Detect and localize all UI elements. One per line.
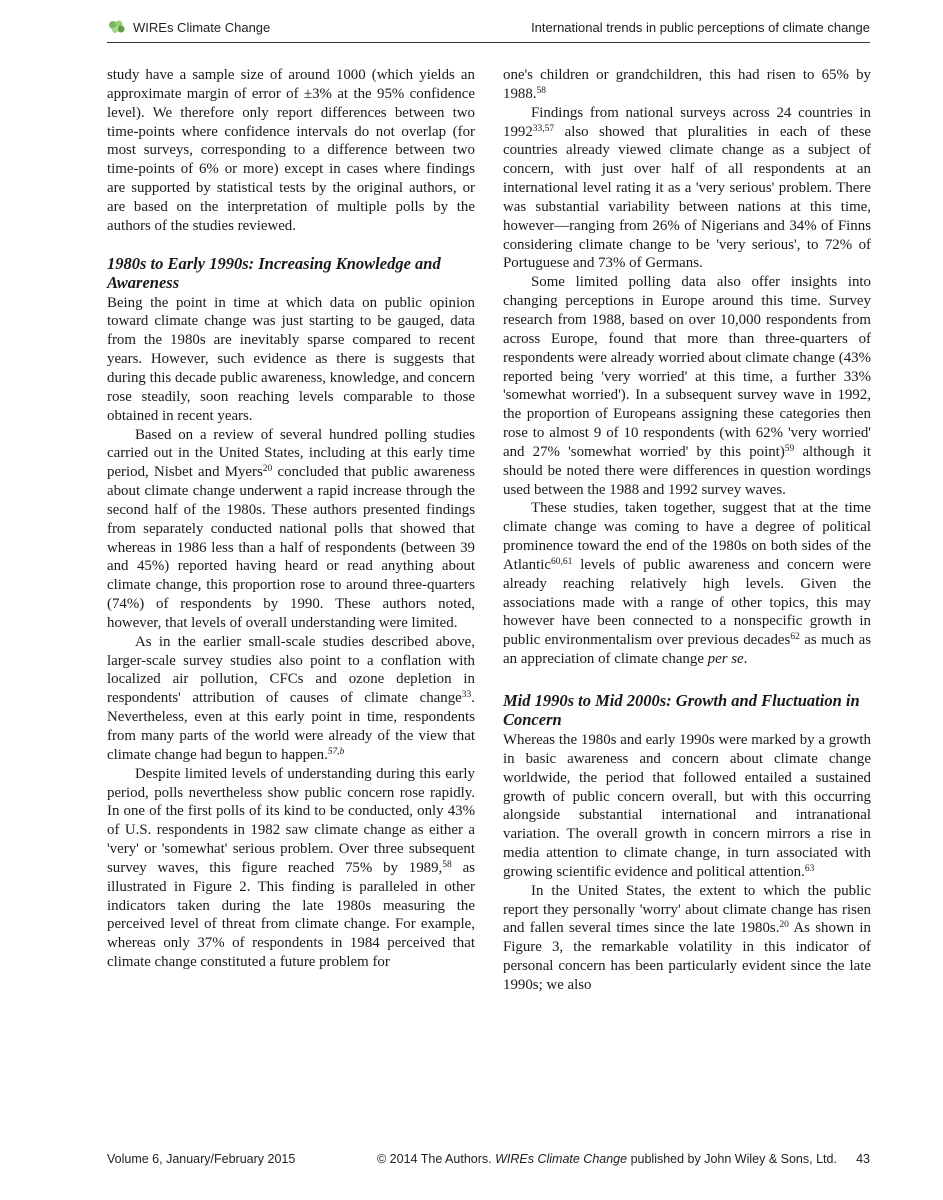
- citation-ref: 58: [536, 85, 547, 96]
- copyright-notice: © 2014 The Authors. WIREs Climate Change published by John Wiley & Sons, Ltd.: [377, 1152, 837, 1166]
- paragraph: Being the point in time at which data on public opinion toward climate change was just starting to be gauged, data from the 1980s are inevitably sparse compared to recent years. However, such evidence as there is suggests that during this decade public awareness, knowledge, and concern rose steadily, soon reaching levels comparable to those obtained in recent years.: [107, 294, 475, 424]
- paragraph: Despite limited levels of understanding during this early period, polls nevertheless show public concern rose rapidly. In one of the first polls of its kind to be conducted, only 43% of U.S. respondents in 1982 saw climate change as either a 'very' or 'somewhat' serious problem. Over three subsequent survey waves, this figure reached 75% by 1989,58 as illustrated in Figure 2. This finding is paralleled in other indicators taken during the late 1980s measuring the perceived level of threat from climate change. For example, whereas only 37% of respondents in 1984 perceived that climate change constituted a future problem for: [107, 765, 475, 971]
- paragraph: Findings from national surveys across 24 countries in 1992$^{33,57}$ also showed that pluralities in each of these countries already viewed climate change as a subject of concern, with just over half of all respondents at an international level rating it as a 'very serious' problem. There was substantial variability between nations at this time, however—ranging from 26% of Nigerians and 34% of Finns considering climate change to be 'very serious', to 72% of Portuguese and 73% of Germans.: [503, 104, 871, 272]
- paragraph: Whereas the 1980s and early 1990s were marked by a growth in basic awareness and concern about climate change worldwide, the period that followed entailed a sustained growth of public concern overall, but with this occurring alongside substantial international and intranational variation. The overall growth in concern mirrors a rise in media attention to climate change, in turn associated with growing scientific evidence and political attention.$^{63}$: [503, 732, 871, 880]
- citation-ref: 62: [790, 632, 800, 643]
- paragraph: In the United States, the extent to which the public report they personally 'worry' about climate change has risen and fallen several times since the late 1980s.$^{20}$ As shown in Figure 3, the remarkable volatility in this indicator of personal concern has been particularly evident since the late 1990s; we also: [503, 882, 871, 993]
- paragraph: study have a sample size of around 1000 (which yields an approximate margin of error of ±3% at the 95% confidence level). We therefore only report differences between two time-points where confidence intervals do not overlap (for most surveys, corresponding to a difference between two time-points of 6% or more) except in cases where findings are supported by statistical tests by the original authors, or are based on the interpretation of multiple polls by the authors of the studies reviewed.: [107, 67, 475, 234]
- citation-ref: 59: [784, 443, 795, 454]
- citation-ref: 20: [262, 464, 273, 475]
- italic-term: per se: [707, 651, 744, 668]
- page-number: 43: [856, 1152, 870, 1166]
- citation-ref: 60,61: [550, 556, 573, 567]
- citation-ref: 63: [804, 863, 815, 874]
- paragraph: Some limited polling data also offer insights into changing perceptions in Europe around this time. Survey research from 1988, based on over 10,000 respondents from across Europe, found that more than three-quarters of respondents were already worried about climate change (43% reported being 'very worried' at this time, a further 33% 'somewhat worried'). In a subsequent survey wave in 1992, the proportion of Europeans assigning these categories then rose to almost 9 of 10 respondents (with 62% 'very worried' and 27% 'somewhat worried' by this point)$^{59}$ although it should be noted there were differences in question wordings used between the 1988 and 1992 survey waves.: [503, 274, 871, 498]
- paragraph: Based on a review of several hundred polling studies carried out in the United States, including at this early time period, Nisbet and Myers$^{20}$ concluded that public awareness about climate change underwent a rapid increase through the second half of the 1980s. These authors presented findings from separately conducted national polls that showed that whereas in 1986 less than a half of respondents (between 39 and 45%) reported having heard or read anything about climate change, this proportion rose to around three-quarters (74%) of respondents by 1990. These authors noted, however, that levels of overall understanding were limited.: [107, 426, 475, 631]
- journal-logo-icon: [107, 19, 127, 35]
- right-column: [503, 66, 871, 995]
- journal-name: [107, 19, 270, 35]
- volume-info: Volume 6, January/February 2015: [107, 1152, 296, 1166]
- citation-ref: 33,57: [532, 123, 555, 134]
- citation-ref: 57,b: [327, 746, 345, 757]
- left-column: [107, 66, 475, 972]
- article-title-header: International trends in public perceptions of climate change: [531, 20, 870, 35]
- running-header: [107, 16, 870, 43]
- paragraph: These studies, taken together, suggest that at the time climate change was coming to have a degree of political prominence toward the end of the 1980s on both sides of the Atlantic$^{60,61}$ levels of public awareness and concern were already reaching relatively high levels. Given the associations made with a range of other topics, this may however have been connected to a nonspecific growth in public environmentalism over previous decades$^{62}$ as much as an appreciation of climate change per se.: [503, 500, 872, 668]
- citation-ref: 20: [779, 920, 789, 931]
- citation-ref: 33: [461, 690, 472, 701]
- page-footer: [107, 1152, 870, 1172]
- section-heading: 1980s to Early 1990s: Increasing Knowledge and Awareness: [107, 253, 441, 292]
- section-heading: Mid 1990s to Mid 2000s: Growth and Fluctuation in Concern: [503, 691, 860, 729]
- paragraph: one's children or grandchildren, this had risen to 65% by 1988.58: [503, 67, 871, 102]
- paragraph: As in the earlier small-scale studies described above, larger-scale survey studies also point to a conflation with localized air pollution, CFCs and ozone depletion in respondents' attribution of causes of climate change$^{33}$. Nevertheless, even at this early point in time, respondents from many parts of the world were already of the view that climate change had begun to happen.$^{57,b}$: [107, 633, 475, 763]
- journal-title: WIREs Climate Change: [133, 19, 271, 35]
- citation-ref: 58: [442, 859, 452, 870]
